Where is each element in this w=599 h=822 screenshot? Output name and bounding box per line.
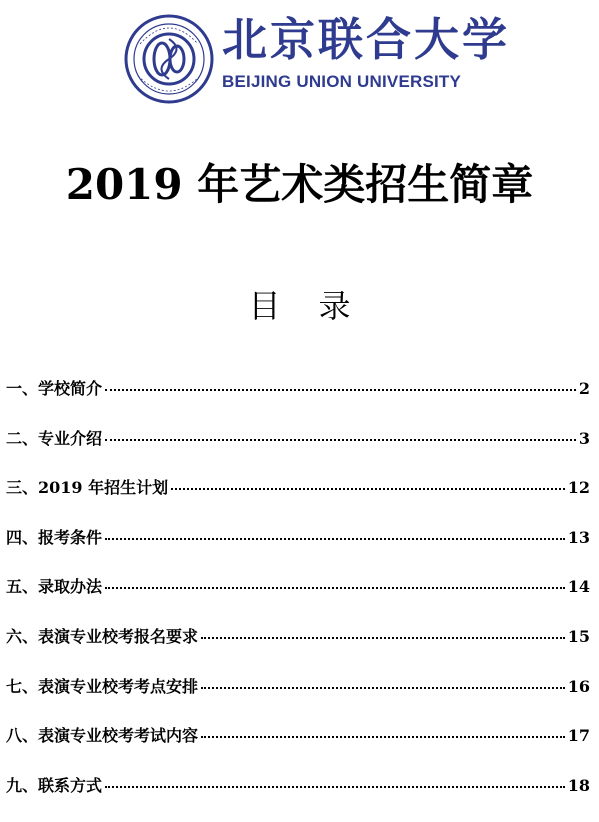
university-logo	[124, 10, 511, 100]
toc-item[interactable]	[6, 376, 590, 426]
university-name-en: BEIJING UNION UNIVERSITY	[222, 72, 462, 91]
toc-item-page: 13	[567, 527, 590, 547]
toc-item-label: 九、联系方式	[6, 775, 103, 795]
toc-item-label: 七、表演专业校考考点安排	[6, 676, 199, 696]
toc-leader-dots	[171, 488, 565, 490]
toc-leader-dots	[201, 736, 565, 738]
toc-item-page: 18	[567, 775, 590, 795]
toc-leader-dots	[201, 637, 565, 639]
toc-item-label: 三、2019 年招生计划	[6, 478, 169, 498]
toc-item-page: 16	[567, 676, 590, 696]
toc-item[interactable]	[6, 574, 590, 624]
document-title: 2019 年艺术类招生简章	[65, 160, 534, 209]
toc-item[interactable]	[6, 773, 590, 822]
toc-item-page: 12	[567, 478, 590, 498]
toc-item-page: 2	[578, 379, 590, 398]
toc-item[interactable]	[6, 475, 590, 525]
toc-item[interactable]	[6, 525, 590, 575]
toc-item-label: 六、表演专业校考报名要求	[6, 626, 199, 646]
toc-item-label: 四、报考条件	[6, 527, 103, 547]
table-of-contents	[6, 376, 590, 822]
toc-item[interactable]	[6, 723, 590, 773]
university-name-cn: 北京联合大学	[222, 13, 511, 66]
toc-leader-dots	[105, 587, 565, 589]
toc-leader-dots	[105, 439, 576, 441]
toc-item-label: 五、录取办法	[6, 577, 103, 597]
toc-leader-dots	[201, 687, 565, 689]
toc-item-page: 3	[578, 428, 590, 448]
toc-item-page: 17	[567, 726, 590, 746]
toc-leader-dots	[105, 538, 565, 540]
toc-item[interactable]	[6, 426, 590, 476]
toc-heading: 目录	[248, 287, 389, 325]
toc-leader-dots	[105, 786, 565, 788]
toc-item-label: 一、学校简介	[6, 379, 103, 398]
university-seal-icon	[124, 14, 214, 104]
toc-leader-dots	[105, 389, 576, 391]
toc-item[interactable]	[6, 674, 590, 724]
toc-item-label: 二、专业介绍	[6, 428, 103, 448]
toc-item-page: 15	[567, 626, 590, 646]
toc-item-page: 14	[567, 577, 590, 597]
toc-item-label: 八、表演专业校考考试内容	[6, 726, 199, 746]
toc-item[interactable]	[6, 624, 590, 674]
